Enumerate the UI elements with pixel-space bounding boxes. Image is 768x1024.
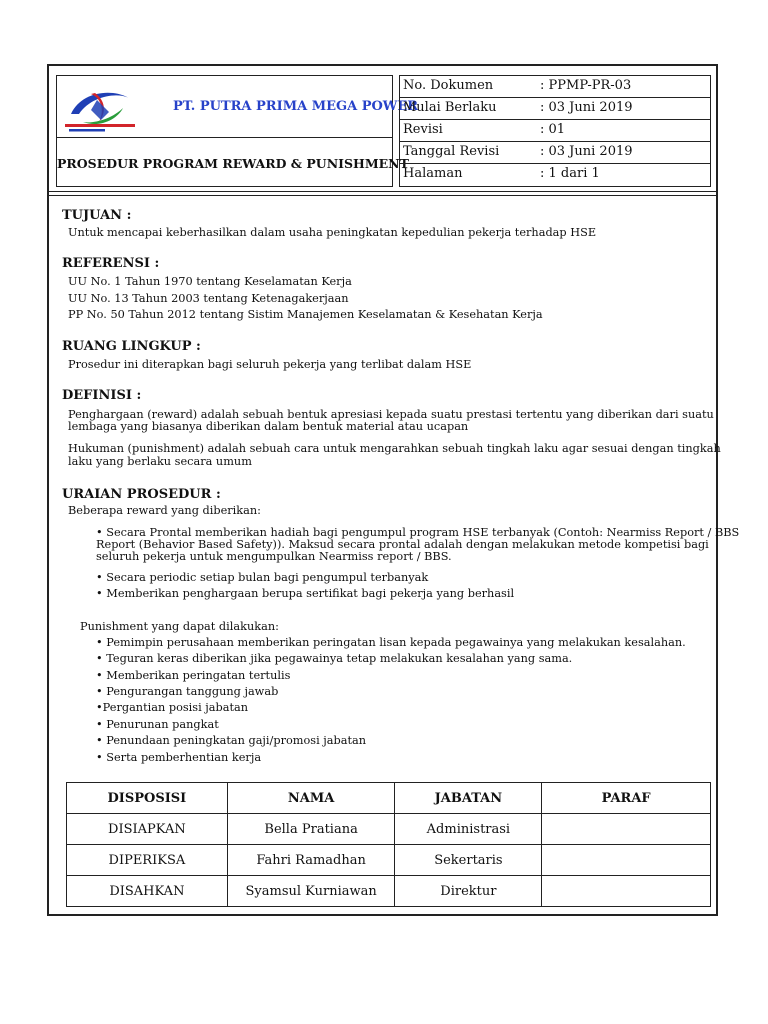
meta-key: Halaman (403, 166, 463, 181)
reward-bullet: • Secara Prontal memberikan hadiah bagi pengumpul program HSE terbanyak (Contoh: Nearmiss Report / BBS (96, 526, 740, 539)
ruang-lingkup-heading: RUANG LINGKUP : (62, 339, 201, 354)
approval-row (67, 876, 711, 907)
reward-bullet-cont: Report (Behavior Based Safety)). Maksud secara prontal adalah dengan melakukan metode kompetisi bagi (96, 538, 709, 551)
meta-key: Tanggal Revisi (403, 144, 500, 159)
document-meta-table (399, 75, 711, 187)
cell-jabatan: Direktur (395, 876, 542, 907)
tujuan-text: Untuk mencapai keberhasilkan dalam usaha peningkatan kepedulian pekerja terhadap HSE (68, 226, 597, 239)
punish-bullet: •Pergantian posisi jabatan (96, 701, 249, 714)
uraian-heading: URAIAN PROSEDUR : (62, 487, 221, 502)
definisi-punishment-line: laku yang berlaku secara umum (68, 455, 252, 468)
reward-bullet-cont: seluruh pekerja untuk mengumpulkan Nearmiss report / BBS. (96, 550, 452, 563)
punish-bullet: • Penurunan pangkat (96, 718, 219, 731)
meta-value: : 1 dari 1 (540, 166, 600, 181)
punish-bullet: • Pemimpin perusahaan memberikan peringatan lisan kepada pegawainya yang melakukan kesalahan. (96, 636, 686, 649)
meta-key: Mulai Berlaku (403, 100, 497, 115)
meta-row (400, 164, 710, 186)
reward-bullet: • Memberikan penghargaan berupa sertifikat bagi pekerja yang berhasil (96, 587, 515, 600)
header-title-block (56, 75, 419, 187)
tujuan-heading: TUJUAN : (62, 208, 132, 223)
punish-bullet: • Serta pemberhentian kerja (96, 751, 262, 764)
approval-row (67, 814, 711, 845)
procedure-title: PROSEDUR PROGRAM REWARD & PUNISHMENT (57, 156, 409, 171)
meta-value: : 03 Juni 2019 (540, 100, 633, 115)
punish-bullet: • Memberikan peringatan tertulis (96, 669, 291, 682)
referensi-item: PP No. 50 Tahun 2012 tentang Sistim Manajemen Keselamatan & Kesehatan Kerja (68, 308, 543, 321)
cell-paraf (542, 845, 711, 876)
meta-value: : 03 Juni 2019 (540, 144, 633, 159)
meta-key: Revisi (403, 122, 443, 137)
punish-bullet: • Teguran keras diberikan jika pegawainya tetap melakukan kesalahan yang sama. (96, 652, 573, 665)
header-separator-inner (49, 195, 718, 196)
meta-row (400, 76, 710, 98)
approval-header-row (67, 783, 711, 814)
cell-nama: Syamsul Kurniawan (227, 876, 395, 907)
approval-row (67, 845, 711, 876)
cell-jabatan: Sekertaris (395, 845, 542, 876)
definisi-reward-line: lembaga yang biasanya diberikan dalam bentuk material atau ucapan (68, 420, 469, 433)
cell-disposisi: DIPERIKSA (67, 845, 228, 876)
cell-nama: Fahri Ramadhan (227, 845, 395, 876)
referensi-item: UU No. 1 Tahun 1970 tentang Keselamatan Kerja (68, 275, 352, 288)
definisi-heading: DEFINISI : (62, 388, 142, 403)
meta-row (400, 120, 710, 142)
col-header-jabatan: JABATAN (395, 783, 542, 814)
cell-jabatan: Administrasi (395, 814, 542, 845)
meta-row (400, 98, 710, 120)
header-separator (49, 191, 718, 192)
punish-bullet: • Penundaan peningkatan gaji/promosi jabatan (96, 734, 367, 747)
cell-nama: Bella Pratiana (227, 814, 395, 845)
punish-bullet: • Pengurangan tanggung jawab (96, 685, 279, 698)
punish-intro: Punishment yang dapat dilakukan: (80, 620, 279, 633)
company-name: PT. PUTRA PRIMA MEGA POWER (173, 99, 419, 114)
reward-bullet: • Secara periodic setiap bulan bagi pengumpul terbanyak (96, 571, 429, 584)
ruang-lingkup-text: Prosedur ini diterapkan bagi seluruh pekerja yang terlibat dalam HSE (68, 358, 472, 371)
meta-value: : PPMP-PR-03 (540, 78, 632, 93)
cell-paraf (542, 876, 711, 907)
meta-value: : 01 (540, 122, 566, 137)
cell-disposisi: DISIAPKAN (67, 814, 228, 845)
col-header-paraf: PARAF (542, 783, 711, 814)
definisi-punishment-line: Hukuman (punishment) adalah sebuah cara untuk mengarahkan sebuah tingkah laku agar sesuai dengan tingkah (68, 442, 721, 455)
definisi-reward-line: Penghargaan (reward) adalah sebuah bentuk apresiasi kepada suatu prestasi tertentu yang diberikan dari suatu (68, 408, 714, 421)
col-header-disposisi: DISPOSISI (67, 783, 228, 814)
meta-key: No. Dokumen (403, 78, 494, 93)
reward-intro: Beberapa reward yang diberikan: (68, 504, 261, 517)
cell-paraf (542, 814, 711, 845)
referensi-heading: REFERENSI : (62, 256, 160, 271)
approval-table (66, 782, 711, 907)
col-header-nama: NAMA (227, 783, 395, 814)
meta-row (400, 142, 710, 164)
header-divider (57, 137, 392, 138)
company-logo (61, 84, 139, 134)
cell-disposisi: DISAHKAN (67, 876, 228, 907)
referensi-item: UU No. 13 Tahun 2003 tentang Ketenagakerjaan (68, 292, 349, 305)
